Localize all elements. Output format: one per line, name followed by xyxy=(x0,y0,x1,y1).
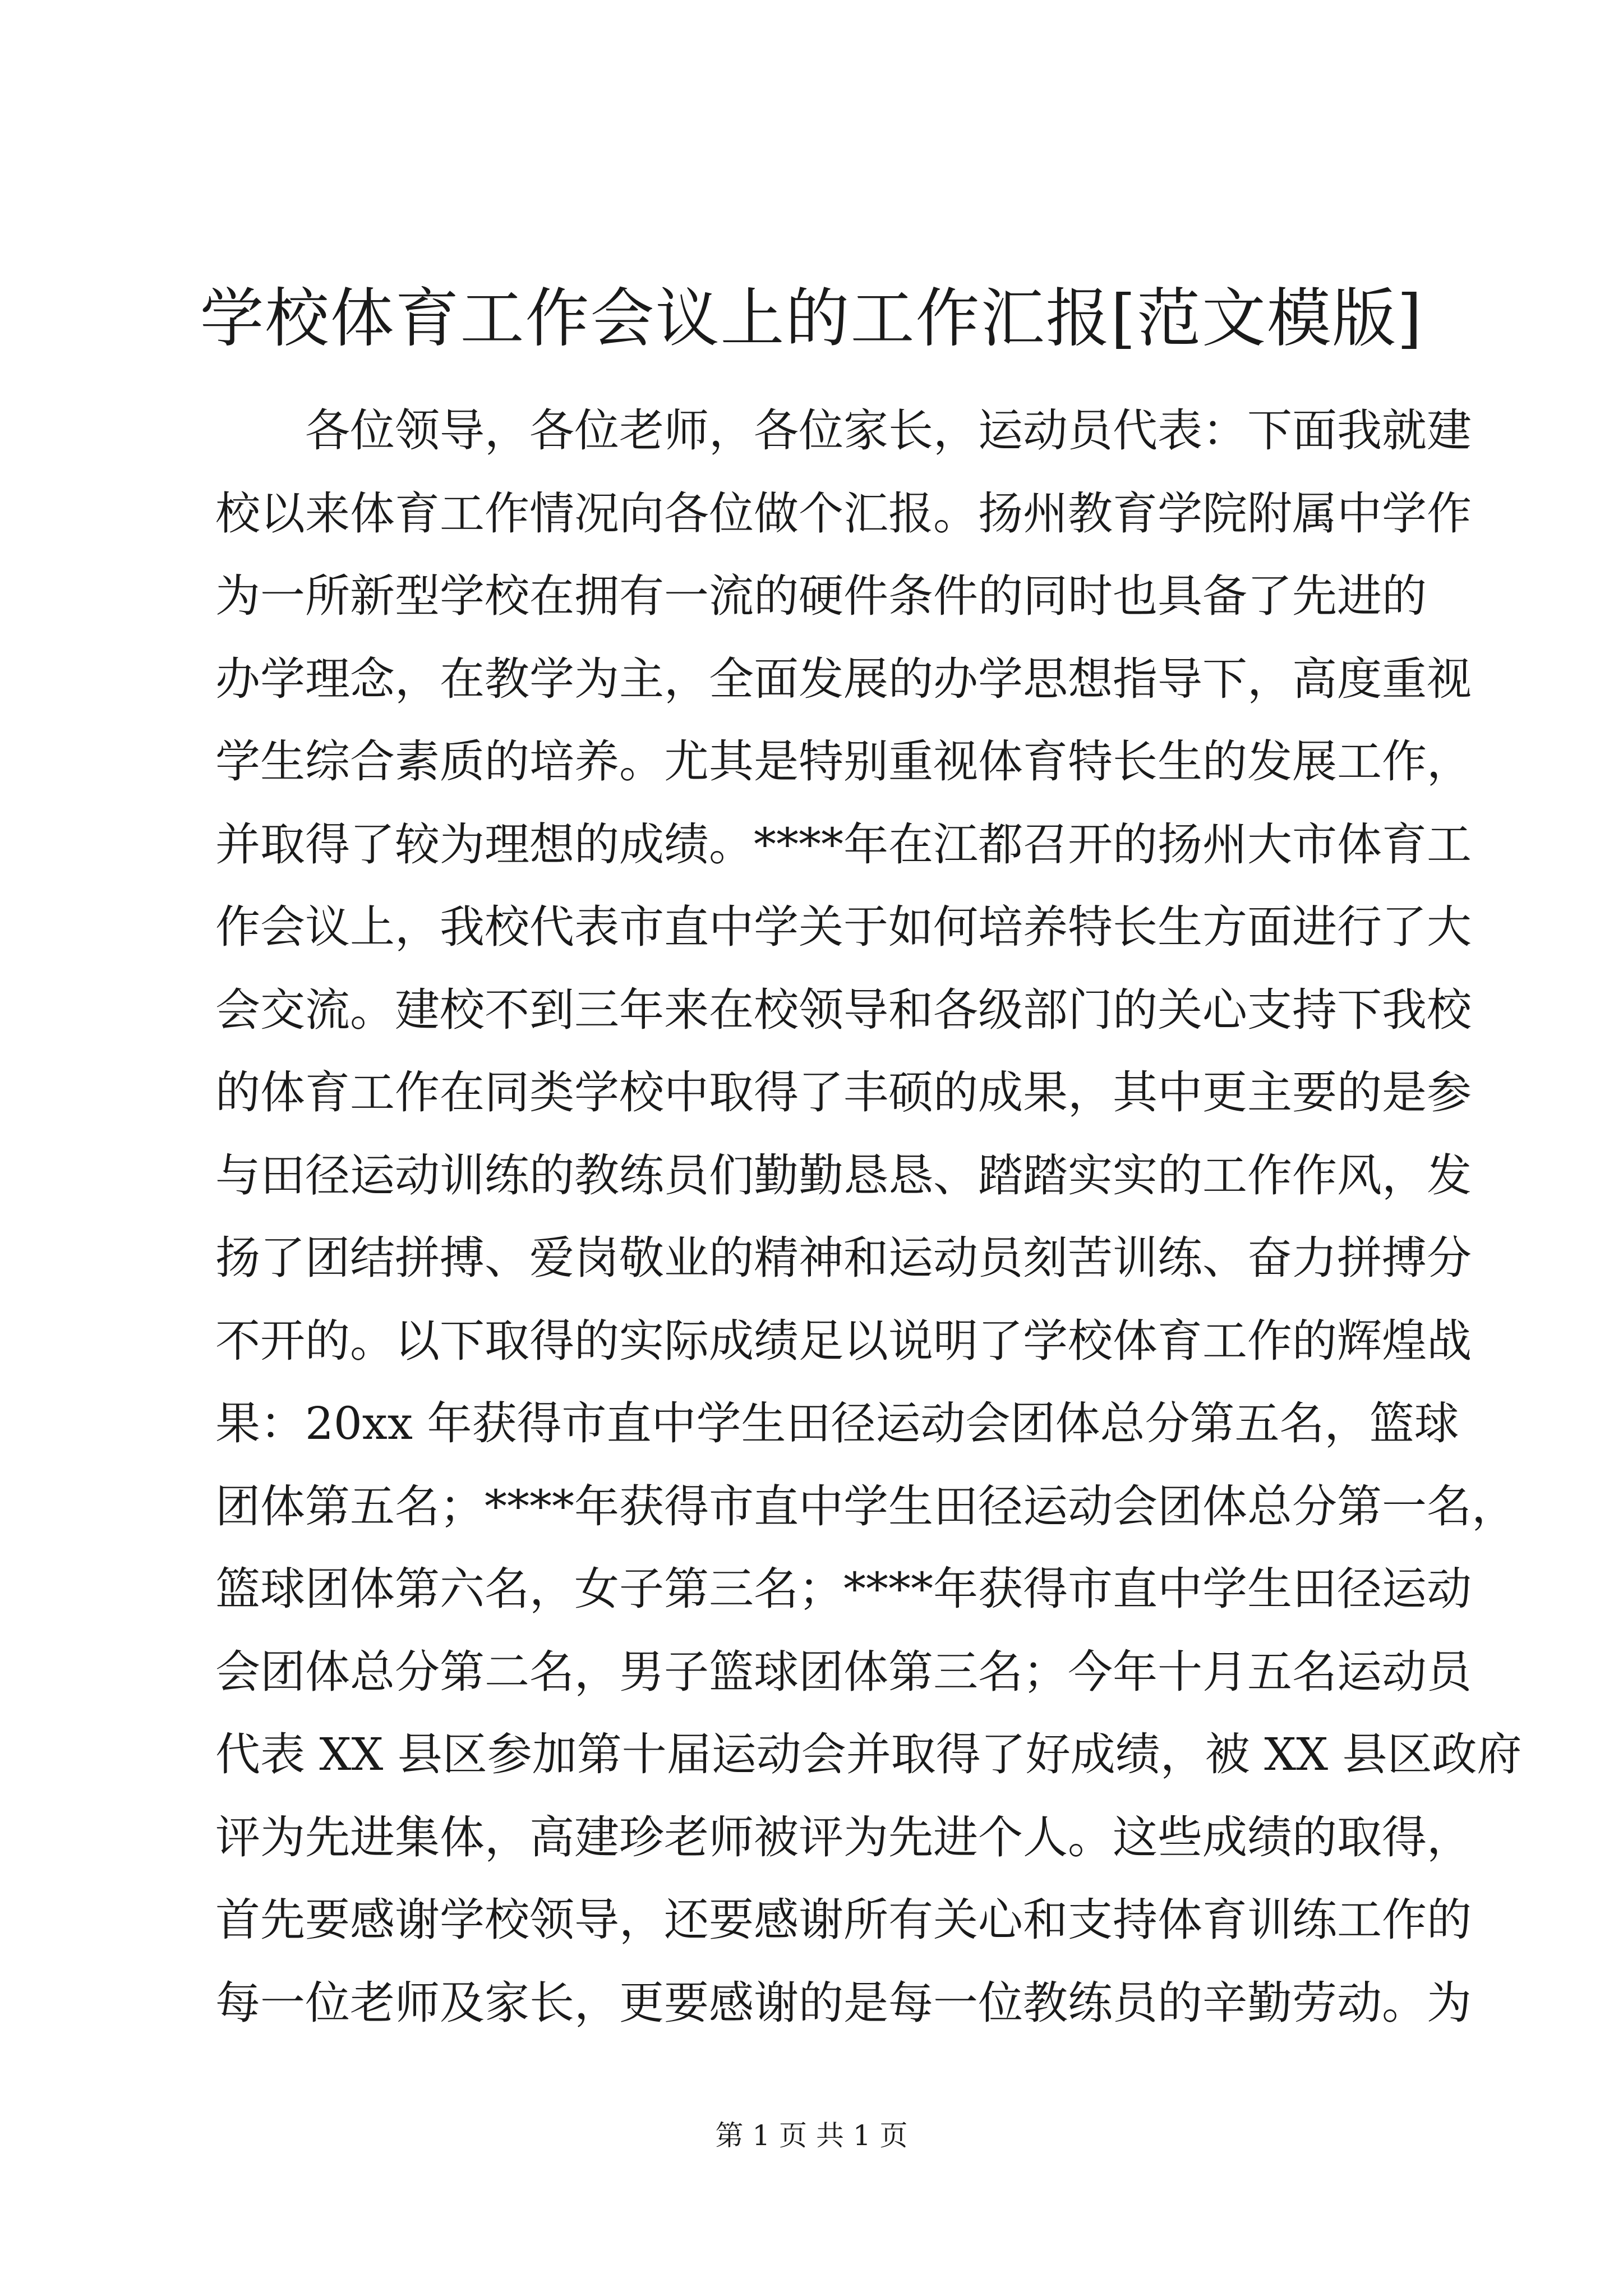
body-line: 不开的。以下取得的实际成绩足以说明了学校体育工作的辉煌战 xyxy=(215,1314,1472,1367)
document-title: 学校体育工作会议上的工作汇报[范文模版] xyxy=(200,281,1423,356)
body-line: 扬了团结拼搏、爱岗敬业的精神和运动员刻苦训练、奋力拼搏分 xyxy=(215,1232,1472,1284)
body-line: 团体第五名；****年获得市直中学生田径运动会团体总分第一名， xyxy=(215,1480,1516,1533)
page-number-footer: 第 1 页 共 1 页 xyxy=(715,2119,908,2152)
body-line: 的体育工作在同类学校中取得了丰硕的成果，其中更主要的是参 xyxy=(215,1066,1472,1119)
body-line: 作会议上，我校代表市直中学关于如何培养特长生方面进行了大 xyxy=(215,901,1472,953)
body-line: 首先要感谢学校领导，还要感谢所有关心和支持体育训练工作的 xyxy=(215,1894,1472,1946)
body-line: 篮球团体第六名，女子第三名；****年获得市直中学生田径运动 xyxy=(215,1563,1472,1615)
body-line: 办学理念，在教学为主，全面发展的办学思想指导下，高度重视 xyxy=(215,652,1472,705)
body-line: 校以来体育工作情况向各位做个汇报。扬州教育学院附属中学作 xyxy=(215,487,1472,540)
body-line: 代表 XX 县区参加第十届运动会并取得了好成绩，被 XX 县区政府 xyxy=(215,1728,1522,1780)
body-line: 各位领导，各位老师，各位家长，运动员代表：下面我就建 xyxy=(305,404,1472,457)
body-line: 果：20xx 年获得市直中学生田径运动会团体总分第五名，篮球 xyxy=(215,1397,1459,1450)
body-line: 每一位老师及家长，更要感谢的是每一位教练员的辛勤劳动。为 xyxy=(215,1976,1472,2029)
body-line: 会团体总分第二名，男子篮球团体第三名；今年十月五名运动员 xyxy=(215,1645,1472,1698)
body-line: 学生综合素质的培养。尤其是特别重视体育特长生的发展工作， xyxy=(215,735,1472,788)
body-line: 会交流。建校不到三年来在校领导和各级部门的关心支持下我校 xyxy=(215,983,1472,1036)
body-line: 与田径运动训练的教练员们勤勤恳恳、踏踏实实的工作作风，发 xyxy=(215,1149,1472,1202)
body-line: 为一所新型学校在拥有一流的硬件条件的同时也具备了先进的 xyxy=(215,570,1427,622)
body-line: 评为先进集体，高建珍老师被评为先进个人。这些成绩的取得， xyxy=(215,1811,1472,1864)
body-line: 并取得了较为理想的成绩。****年在江都召开的扬州大市体育工 xyxy=(215,818,1472,871)
document-body xyxy=(215,389,1522,2044)
